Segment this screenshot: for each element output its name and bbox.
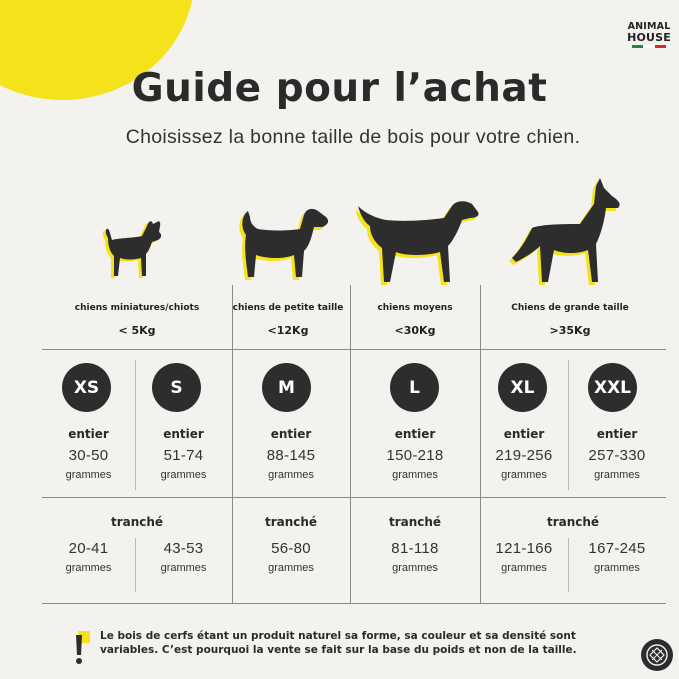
tranche-range-m: 56-80 <box>271 540 311 557</box>
tranche-label: tranché <box>546 515 600 529</box>
seal-icon <box>640 638 674 672</box>
large-dog-icon <box>508 174 628 286</box>
unit-label: grammes <box>501 469 547 481</box>
miniature-dog-icon <box>100 218 170 282</box>
entier-range-xl: 219-256 <box>495 447 553 464</box>
unit-label: grammes <box>268 469 314 481</box>
category-weight-small: <12Kg <box>267 324 309 337</box>
tranche-range-s: 43-53 <box>163 540 204 557</box>
tranche-range-l: 81-118 <box>391 540 439 557</box>
category-weight-large: >35Kg <box>549 324 591 337</box>
entier-label: entier <box>270 427 312 441</box>
italy-flag-icon <box>632 45 666 48</box>
unit-label: grammes <box>392 469 438 481</box>
entier-range-m: 88-145 <box>266 447 316 464</box>
brand-line-1: ANIMAL <box>627 21 671 32</box>
size-badge-xs: XS <box>62 363 111 412</box>
size-badge-s: S <box>152 363 201 412</box>
entier-range-xs: 30-50 <box>68 447 109 464</box>
entier-label: entier <box>503 427 545 441</box>
page-title: Guide pour l’achat <box>131 66 548 111</box>
category-label-small: chiens de petite taille <box>232 303 344 313</box>
medium-dog-icon <box>356 198 482 288</box>
category-label-miniature: chiens miniatures/chiots <box>74 303 200 313</box>
small-dog-icon <box>236 205 332 285</box>
tranche-label: tranché <box>264 515 318 529</box>
entier-label: entier <box>394 427 436 441</box>
size-badge-xl: XL <box>498 363 547 412</box>
category-weight-miniature: < 5Kg <box>118 324 156 337</box>
unit-label: grammes <box>392 562 438 574</box>
entier-label: entier <box>68 427 109 441</box>
entier-range-l: 150-218 <box>386 447 444 464</box>
unit-label: grammes <box>65 562 112 574</box>
unit-label: grammes <box>65 469 112 481</box>
tranche-range-xs: 20-41 <box>68 540 109 557</box>
exclamation-icon <box>70 629 94 669</box>
tranche-range-xl: 121-166 <box>495 540 553 557</box>
unit-label: grammes <box>160 562 207 574</box>
grid-divider-bottom <box>42 603 666 604</box>
entier-range-s: 51-74 <box>163 447 204 464</box>
brand-logo <box>627 22 671 48</box>
grid-divider-middle <box>42 497 666 498</box>
unit-label: grammes <box>160 469 207 481</box>
grid-divider-top <box>42 349 666 350</box>
unit-label: grammes <box>501 562 547 574</box>
size-badge-l: L <box>390 363 439 412</box>
category-label-large: Chiens de grande taille <box>511 303 629 313</box>
disclaimer-note: Le bois de cerfs étant un produit naturel sa forme, sa couleur et sa densité sont variables. C’est pourquoi la vente se fait sur la base du poids et non de la taille. <box>100 630 577 656</box>
size-badge-xxl: XXL <box>588 363 637 412</box>
entier-label: entier <box>163 427 204 441</box>
entier-label: entier <box>596 427 638 441</box>
tranche-label: tranché <box>388 515 442 529</box>
brand-line-2: HOUSE <box>627 31 671 44</box>
unit-label: grammes <box>594 562 640 574</box>
page-subtitle: Choisissez la bonne taille de bois pour votre chien. <box>125 126 581 148</box>
unit-label: grammes <box>594 469 640 481</box>
category-weight-medium: <30Kg <box>394 324 436 337</box>
tranche-label: tranché <box>110 515 164 529</box>
tranche-range-xxl: 167-245 <box>588 540 646 557</box>
size-badge-m: M <box>262 363 311 412</box>
category-label-medium: chiens moyens <box>377 303 453 313</box>
entier-range-xxl: 257-330 <box>588 447 646 464</box>
unit-label: grammes <box>268 562 314 574</box>
